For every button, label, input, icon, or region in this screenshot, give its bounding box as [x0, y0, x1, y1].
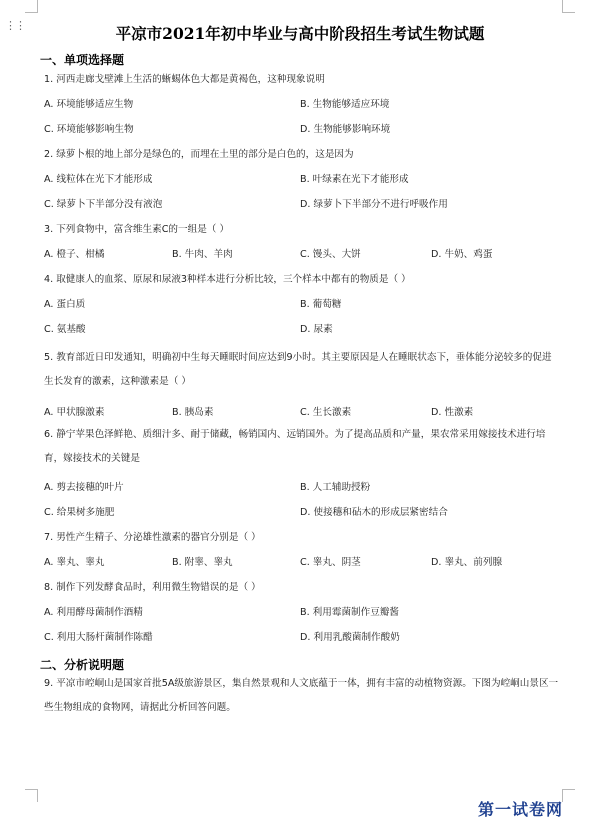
section-heading-analysis: 二、分析说明题 [40, 658, 125, 672]
q8-option-c: C. 利用大肠杆菌制作陈醋 [44, 632, 153, 643]
question-1: 1. 河西走廊戈壁滩上生活的蜥蜴体色大都是黄褐色，这种现象说明 [44, 74, 325, 85]
page-title: 平凉市2021年初中毕业与高中阶段招生考试生物试题 [115, 24, 485, 43]
q7-option-a: A. 睾丸、睾丸 [44, 557, 105, 568]
question-7: 7. 男性产生精子、分泌雄性激素的器官分别是（ ） [44, 532, 261, 543]
q3-option-a: A. 橙子、柑橘 [44, 249, 105, 260]
q4-option-a: A. 蛋白质 [44, 299, 86, 310]
q4-option-d: D. 尿素 [300, 324, 333, 335]
q7-option-d: D. 睾丸、前列腺 [431, 557, 503, 568]
q7-option-b: B. 附睾、睾丸 [172, 557, 233, 568]
q1-option-d: D. 生物能够影响环境 [300, 124, 391, 135]
q1-option-b: B. 生物能够适应环境 [300, 99, 390, 110]
drag-handle-icon[interactable]: ⋮⋮ [5, 19, 25, 32]
q5-option-c: C. 生长激素 [300, 407, 352, 418]
q4-option-c: C. 氨基酸 [44, 324, 86, 335]
question-2: 2. 绿萝卜根的地上部分是绿色的，而埋在土里的部分是白色的，这是因为 [44, 149, 354, 160]
question-9: 9. 平凉市崆峒山是国家首批5A级旅游景区，集自然景观和人文底蕴于一体，拥有丰富的动植物资源。下图为崆峒山景区一些生物组成的食物网，请据此分析回答问题。 [44, 678, 559, 713]
section-heading-choice: 一、单项选择题 [40, 53, 125, 67]
q7-option-c: C. 睾丸、阴茎 [300, 557, 361, 568]
q2-option-a: A. 线粒体在光下才能形成 [44, 174, 153, 185]
q3-option-b: B. 牛肉、羊肉 [172, 249, 233, 260]
q6-option-d: D. 使接穗和砧木的形成层紧密结合 [300, 507, 448, 518]
q2-option-b: B. 叶绿素在光下才能形成 [300, 174, 409, 185]
q5-option-d: D. 性激素 [431, 407, 474, 418]
site-watermark-logo: 第一试卷网 [478, 800, 564, 819]
question-3: 3. 下列食物中，富含维生素C的一组是（ ） [44, 224, 230, 235]
question-5: 5. 教育部近日印发通知，明确初中生每天睡眠时间应达到9小时。其主要原因是人在睡眠状态下，垂体能分泌较多的促进生长发育的激素，这种激素是（ ） [44, 352, 552, 387]
q6-option-c: C. 给果树多施肥 [44, 507, 115, 518]
q1-option-a: A. 环境能够适应生物 [44, 99, 134, 110]
q5-option-b: B. 胰岛素 [172, 407, 214, 418]
q6-option-a: A. 剪去接穗的叶片 [44, 482, 124, 493]
question-6: 6. 静宁苹果色泽鲜艳、质细汁多、耐于储藏，畅销国内、远销国外。为了提高品质和产量，果农常采用嫁接技术进行培育，嫁接技术的关键是 [44, 429, 546, 464]
crop-mark-bottom-right [562, 789, 575, 802]
q6-option-b: B. 人工辅助授粉 [300, 482, 371, 493]
question-8: 8. 制作下列发酵食品时，利用微生物错误的是（ ） [44, 582, 261, 593]
q2-option-c: C. 绿萝卜下半部分没有液泡 [44, 199, 163, 210]
q2-option-d: D. 绿萝卜下半部分不进行呼吸作用 [300, 199, 448, 210]
q8-option-a: A. 利用酵母菌制作酒精 [44, 607, 143, 618]
q1-option-c: C. 环境能够影响生物 [44, 124, 134, 135]
q8-option-b: B. 利用霉菌制作豆瓣酱 [300, 607, 400, 618]
q8-option-d: D. 利用乳酸菌制作酸奶 [300, 632, 400, 643]
q4-option-b: B. 葡萄糖 [300, 299, 342, 310]
q3-option-d: D. 牛奶、鸡蛋 [431, 249, 493, 260]
question-4: 4. 取健康人的血浆、原尿和尿液3种样本进行分析比较，三个样本中都有的物质是（ ） [44, 274, 411, 285]
crop-mark-bottom-left [25, 789, 38, 802]
crop-mark-top-left [25, 0, 38, 13]
q3-option-c: C. 馒头、大饼 [300, 249, 361, 260]
q5-option-a: A. 甲状腺激素 [44, 407, 105, 418]
crop-mark-top-right [562, 0, 575, 13]
